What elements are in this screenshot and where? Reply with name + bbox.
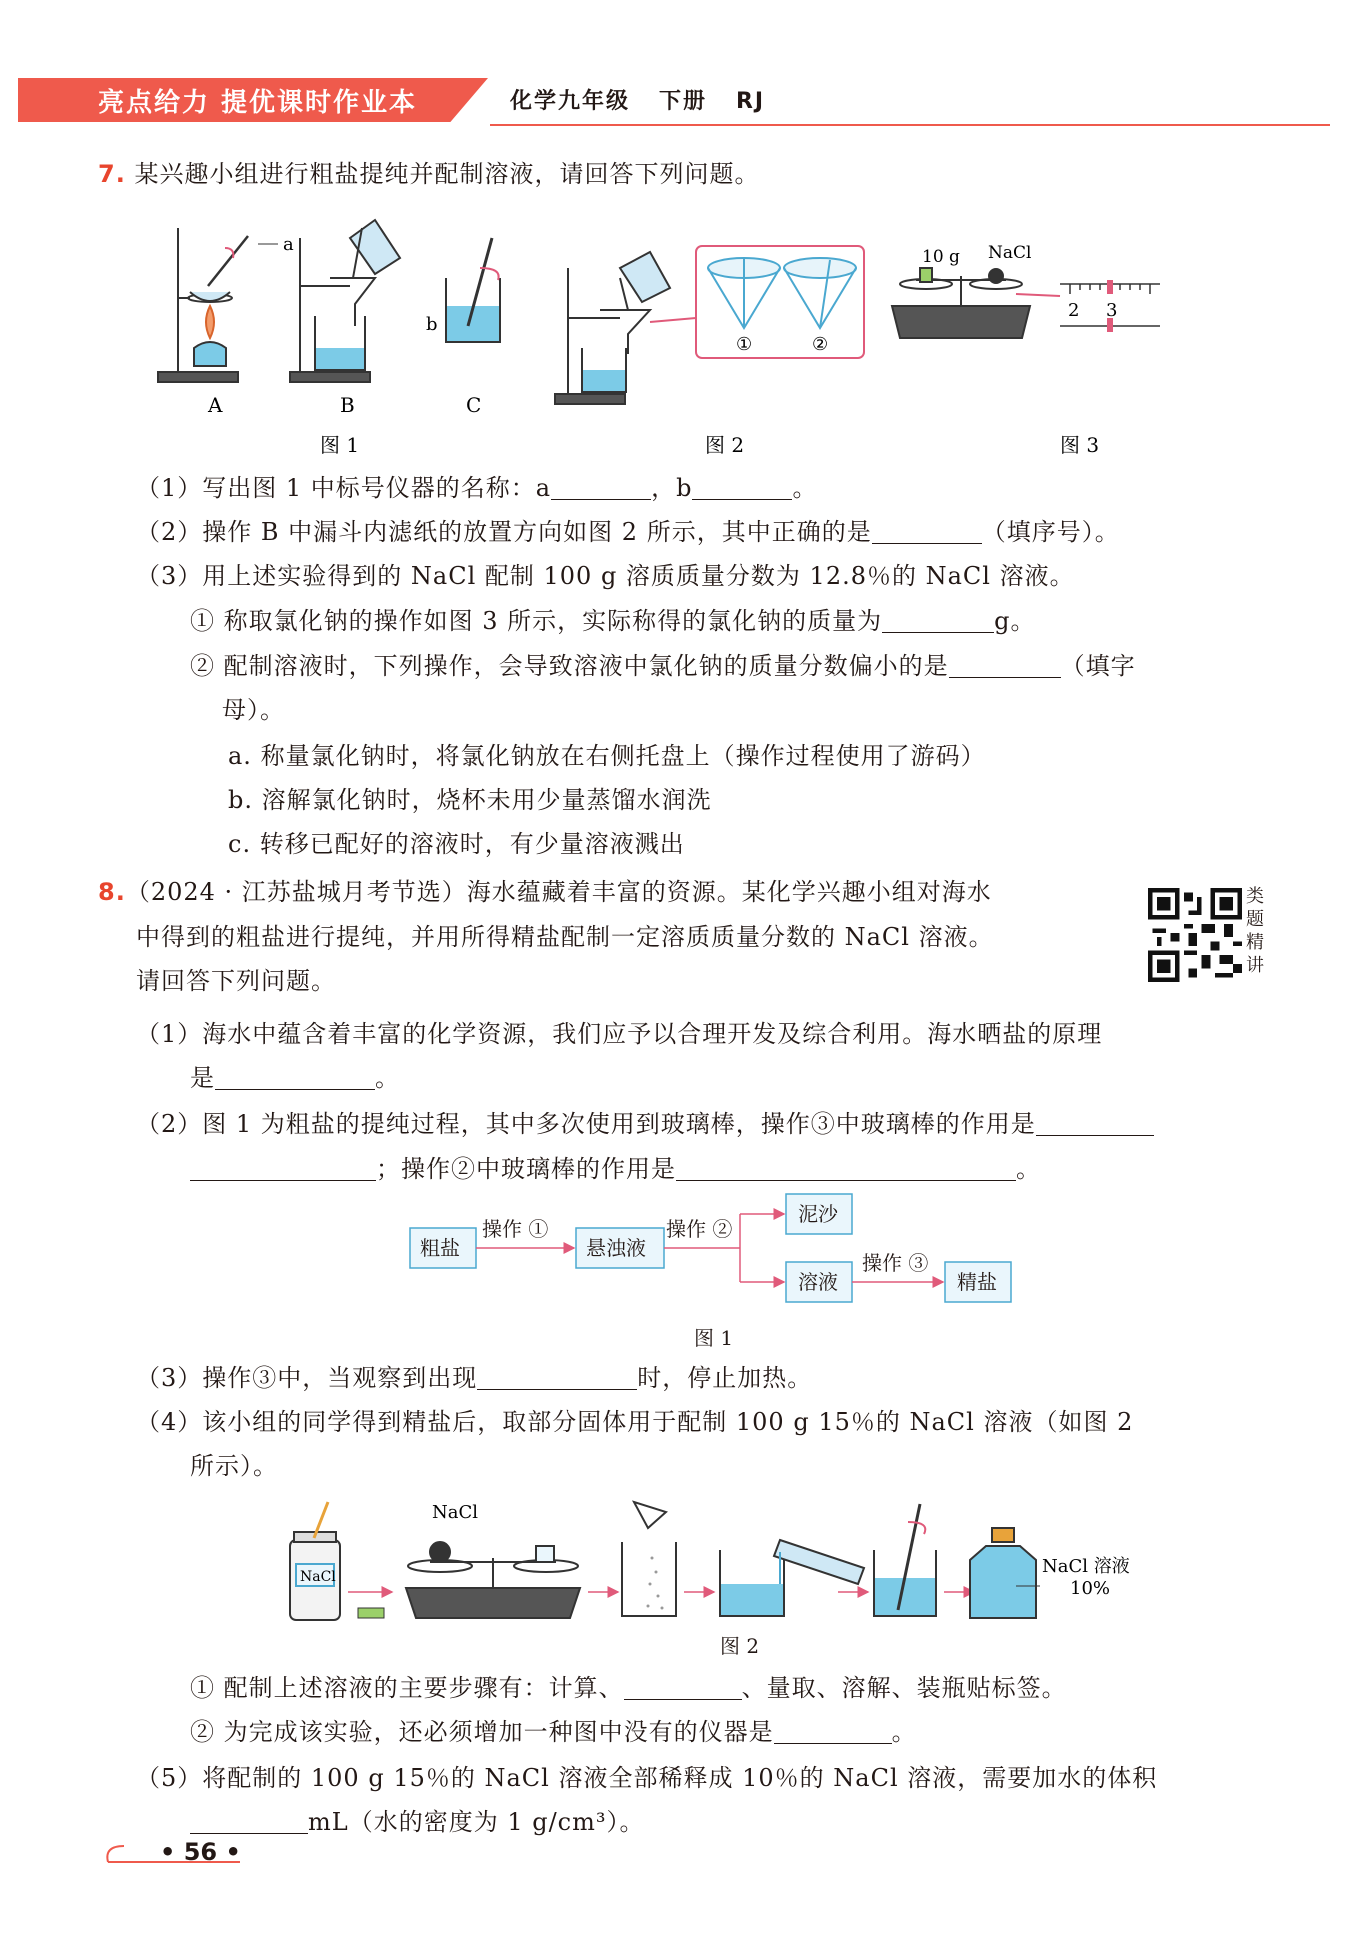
q8-part4-cont: 所示）。	[190, 1452, 278, 1480]
blank-q8-3[interactable]	[477, 1365, 637, 1390]
scale-2: 2	[1068, 300, 1080, 321]
q8-part3: （3）操作③中，当观察到出现 时，停止加热。	[136, 1364, 813, 1392]
flow-crude-salt: 粗盐	[420, 1236, 460, 1260]
blank-q8-2a-cont[interactable]	[190, 1156, 376, 1181]
q7-part1: （1）写出图 1 中标号仪器的名称：a ，b 。	[136, 474, 818, 502]
q8-part4: （4）该小组的同学得到精盐后，取部分固体用于配制 100 g 15％的 NaCl 溶液（如图 2	[136, 1408, 1134, 1436]
q7-option-c: c. 转移已配好的溶液时，有少量溶液溅出	[228, 830, 685, 858]
apparatus-c	[446, 238, 500, 342]
q7-number: 7.	[98, 160, 126, 188]
option-1: ①	[736, 334, 753, 355]
apparatus-b	[290, 220, 400, 382]
blank-q7-3-2[interactable]	[949, 653, 1061, 678]
fig2-filtration	[555, 252, 696, 404]
q8-fig2-caption: 图 2	[720, 1634, 760, 1658]
q7-part2: （2）操作 B 中漏斗内滤纸的放置方向如图 2 所示，其中正确的是 （填序号）。	[136, 518, 1120, 546]
flow-op2: 操作 ②	[666, 1217, 733, 1241]
q7-part3-2: ② 配制溶液时，下列操作，会导致溶液中氯化钠的质量分数偏小的是 （填字	[190, 652, 1136, 680]
balance	[406, 1542, 580, 1618]
flow-solution: 溶液	[798, 1270, 838, 1294]
apparatus-a	[158, 228, 248, 382]
q8-part5-cont: mL（水的密度为 1 g/cm³）。	[190, 1804, 645, 1840]
q8-part1-cont: 是 。	[190, 1064, 400, 1092]
fig3-balance	[892, 268, 1060, 338]
beaker-funnel	[622, 1502, 676, 1616]
filter-paper-2	[784, 258, 856, 328]
blank-q7-2[interactable]	[872, 519, 982, 544]
option-2: ②	[812, 334, 829, 355]
q8-stem-line1: 8.（2024 · 江苏盐城月考节选）海水蕴藏着丰富的资源。某化学兴趣小组对海水	[98, 878, 992, 906]
q8-stem-line3: 请回答下列问题。	[136, 967, 336, 995]
flow-op3: 操作 ③	[862, 1251, 929, 1275]
qr-code[interactable]	[1148, 888, 1242, 982]
header-divider	[490, 124, 1330, 126]
q7-option-a: a. 称量氯化钠时，将氯化钠放在右侧托盘上（操作过程使用了游码）	[228, 742, 986, 770]
q7-part3: （3）用上述实验得到的 NaCl 配制 100 g 溶质质量分数为 12.8％的 NaCl 溶液。	[136, 562, 1075, 590]
label-B: B	[340, 393, 355, 417]
scale-3: 3	[1106, 300, 1118, 321]
q8-number: 8.	[98, 878, 126, 906]
beaker-cylinder	[720, 1540, 864, 1616]
bottle-label-1: NaCl 溶液	[1042, 1556, 1130, 1577]
nacl-label: NaCl	[988, 243, 1032, 263]
page-number: • 56 •	[160, 1838, 241, 1866]
bottle-label-2: 10%	[1070, 1578, 1111, 1599]
blank-q8-2a[interactable]	[1036, 1111, 1154, 1136]
weight-block	[358, 1608, 384, 1618]
q8-fig1-caption: 图 1	[694, 1326, 734, 1350]
flow-fine-salt: 精盐	[957, 1270, 997, 1294]
q7-stem	[98, 156, 759, 192]
fig2-caption: 图 2	[705, 433, 745, 457]
q8-part1: （1）海水中蕴含着丰富的化学资源，我们应予以合理开发及综合利用。海水晒盐的原理	[136, 1020, 1103, 1048]
blank-q8-2b[interactable]	[676, 1156, 1016, 1181]
blank-q8-5[interactable]	[190, 1809, 308, 1834]
qr-caption: 类题精讲	[1246, 886, 1264, 976]
nacl-jar	[290, 1502, 340, 1620]
q7-option-b: b. 溶解氯化钠时，烧杯未用少量蒸馏水润洗	[228, 786, 712, 814]
q7-part3-2-cont: 母）。	[222, 696, 285, 724]
blank-b[interactable]	[692, 475, 792, 500]
q7-figures	[150, 198, 1260, 460]
book-brand: 亮点给力 提优课时作业本	[98, 88, 418, 118]
q7-part3-1: ① 称取氯化钠的操作如图 3 所示，实际称得的氯化钠的质量为 g。	[190, 607, 1036, 635]
blank-q7-3-1[interactable]	[882, 608, 994, 633]
blank-q8-4-2[interactable]	[774, 1719, 892, 1744]
q8-fig2	[280, 1488, 1220, 1638]
q8-part2: （2）图 1 为粗盐的提纯过程，其中多次使用到玻璃棒，操作③中玻璃棒的作用是	[136, 1106, 1154, 1142]
flow-op1: 操作 ①	[482, 1217, 549, 1241]
q7-stem-text: 某兴趣小组进行粗盐提纯并配制溶液，请回答下列问题。	[134, 160, 760, 188]
label-b: b	[426, 314, 438, 335]
balance-nacl-label: NaCl	[432, 1502, 479, 1523]
label-a: a	[283, 234, 294, 255]
jar-label: NaCl	[300, 1569, 336, 1585]
label-C: C	[466, 393, 482, 417]
flow-sand: 泥沙	[798, 1202, 838, 1226]
label-A: A	[208, 393, 223, 417]
flow-suspension: 悬浊液	[586, 1236, 646, 1260]
beaker-stir	[874, 1504, 936, 1616]
book-subject: 化学九年级 下册 RJ	[510, 89, 766, 114]
fig1-caption: 图 1	[320, 433, 360, 457]
filter-paper-1	[708, 258, 780, 328]
solution-bottle	[970, 1528, 1040, 1618]
q8-stem-line2: 中得到的粗盐进行提纯，并用所得精盐配制一定溶质质量分数的 NaCl 溶液。	[136, 923, 994, 951]
q8-part4-2: ② 为完成该实验，还必须增加一种图中没有的仪器是 。	[190, 1718, 917, 1746]
q8-part2-cont: ；操作②中玻璃棒的作用是 。	[190, 1151, 1041, 1187]
q8-part5: （5）将配制的 100 g 15％的 NaCl 溶液全部稀释成 10％的 NaCl 溶液，需要加水的体积	[136, 1764, 1158, 1792]
q8-flowchart	[400, 1192, 1040, 1332]
blank-q8-4-1[interactable]	[624, 1675, 742, 1700]
q8-part4-1: ① 配制上述溶液的主要步骤有：计算、 、量取、溶解、装瓶贴标签。	[190, 1674, 1067, 1702]
blank-a[interactable]	[551, 475, 651, 500]
weight-label: 10 g	[922, 247, 960, 267]
fig3-caption: 图 3	[1060, 433, 1100, 457]
blank-q8-1[interactable]	[215, 1065, 375, 1090]
